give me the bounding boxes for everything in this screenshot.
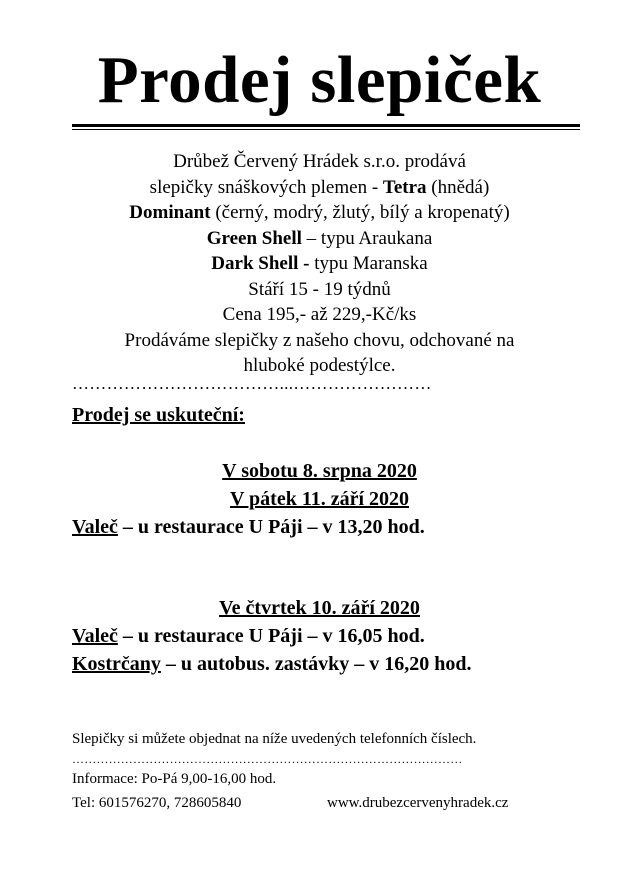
- intro-line-age: Stáří 15 - 19 týdnů: [248, 278, 391, 300]
- order-note: Slepičky si můžete objednat na níže uvedených telefonních číslech.: [72, 731, 477, 747]
- sale-venue-2: [72, 624, 425, 648]
- breed-tetra: Tetra: [382, 176, 427, 198]
- sale-venue-1: [72, 515, 425, 539]
- intro-line-company: Drůbež Červený Hrádek s.r.o. prodává: [173, 151, 466, 172]
- intro-line-breeds: slepičky snáškových plemen - Tetra (hnědá): [149, 176, 490, 198]
- sale-date-3: Ve čtvrtek 10. září 2020: [219, 597, 420, 619]
- intro-text: [40, 149, 599, 379]
- intro-line-dominant: Dominant (černý, modrý, žlutý, bílý a kropenatý): [129, 202, 510, 223]
- venue-details: – u autobus. zastávky – v 16,20 hod.: [160, 653, 472, 675]
- website-link[interactable]: www.drubezcervenyhradek.cz: [327, 795, 509, 811]
- sale-venue-3: [72, 652, 472, 676]
- breed-dominant: Dominant: [129, 202, 211, 223]
- contact-phones: Tel: 601576270, 728605840: [72, 795, 242, 811]
- venue-town: Kostrčany: [72, 653, 161, 675]
- venue-town: Valeč: [72, 516, 118, 538]
- intro-line-green-shell: Green Shell – typu Araukana: [206, 227, 433, 249]
- breed-green-shell: Green Shell: [206, 227, 302, 249]
- sale-date-2: V pátek 11. září 2020: [229, 488, 410, 510]
- intro-line-origin: Prodáváme slepičky z našeho chovu, odchované na: [124, 329, 515, 351]
- breed-dark-shell: Dark Shell -: [211, 253, 310, 274]
- footer-separator: ……………………………………………………………………………………: [72, 752, 463, 766]
- contact-hours: Informace: Po-Pá 9,00-16,00 hod.: [72, 771, 277, 787]
- venue-details: – u restaurace U Páji – v 13,20 hod.: [117, 516, 425, 538]
- sale-heading: Prodej se uskuteční:: [72, 404, 245, 426]
- page-title: Prodej slepiček: [97, 43, 542, 117]
- venue-town: Valeč: [72, 625, 118, 647]
- intro-line-price: Cena 195,- až 229,-Kč/ks: [222, 304, 417, 325]
- title-underline-thin: [72, 129, 580, 130]
- intro-line-dark-shell: Dark Shell - typu Maranska: [211, 253, 428, 274]
- sale-date-1: V sobotu 8. srpna 2020: [222, 460, 417, 482]
- venue-details: – u restaurace U Páji – v 16,05 hod.: [117, 625, 425, 647]
- title-underline: [72, 124, 580, 127]
- intro-line-litter: hluboké podestýlce.: [243, 355, 396, 376]
- dotted-separator: ………………………………...……………………: [72, 374, 432, 393]
